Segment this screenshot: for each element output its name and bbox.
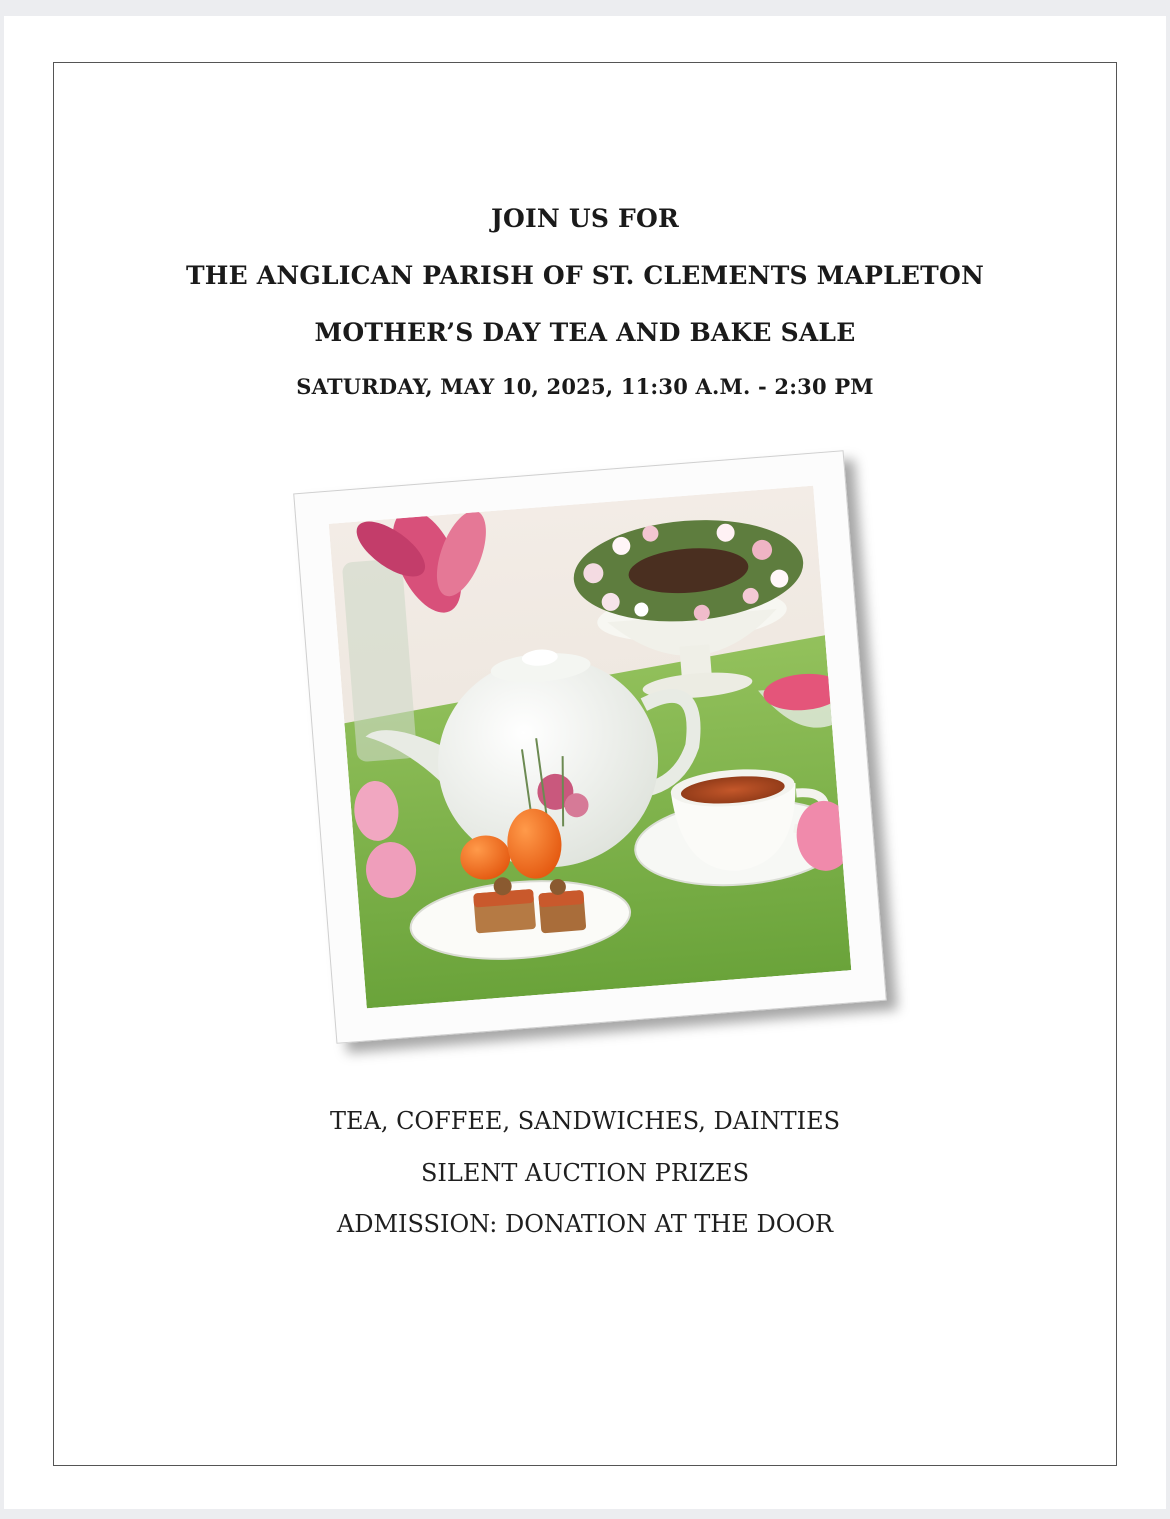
polaroid-frame: [293, 450, 887, 1044]
event-date-time: SATURDAY, MAY 10, 2025, 11:30 A.M. - 2:30 PM: [296, 374, 874, 399]
heading-event-title: MOTHER’S DAY TEA AND BAKE SALE: [314, 318, 856, 347]
refreshments-line: TEA, COFFEE, SANDWICHES, DAINTIES: [329, 1107, 841, 1135]
heading-parish-name: THE ANGLICAN PARISH OF ST. CLEMENTS MAPLETON: [185, 261, 984, 290]
tea-party-photo: [329, 486, 852, 1009]
page-border: [53, 62, 1117, 1466]
tea-party-illustration: [329, 486, 852, 1009]
photo-container: [296, 455, 874, 1033]
silent-auction-line: SILENT AUCTION PRIZES: [420, 1159, 750, 1187]
admission-line: ADMISSION: DONATION AT THE DOOR: [336, 1210, 834, 1238]
heading-join-us: JOIN US FOR: [491, 204, 679, 233]
flyer-page: [4, 16, 1166, 1509]
